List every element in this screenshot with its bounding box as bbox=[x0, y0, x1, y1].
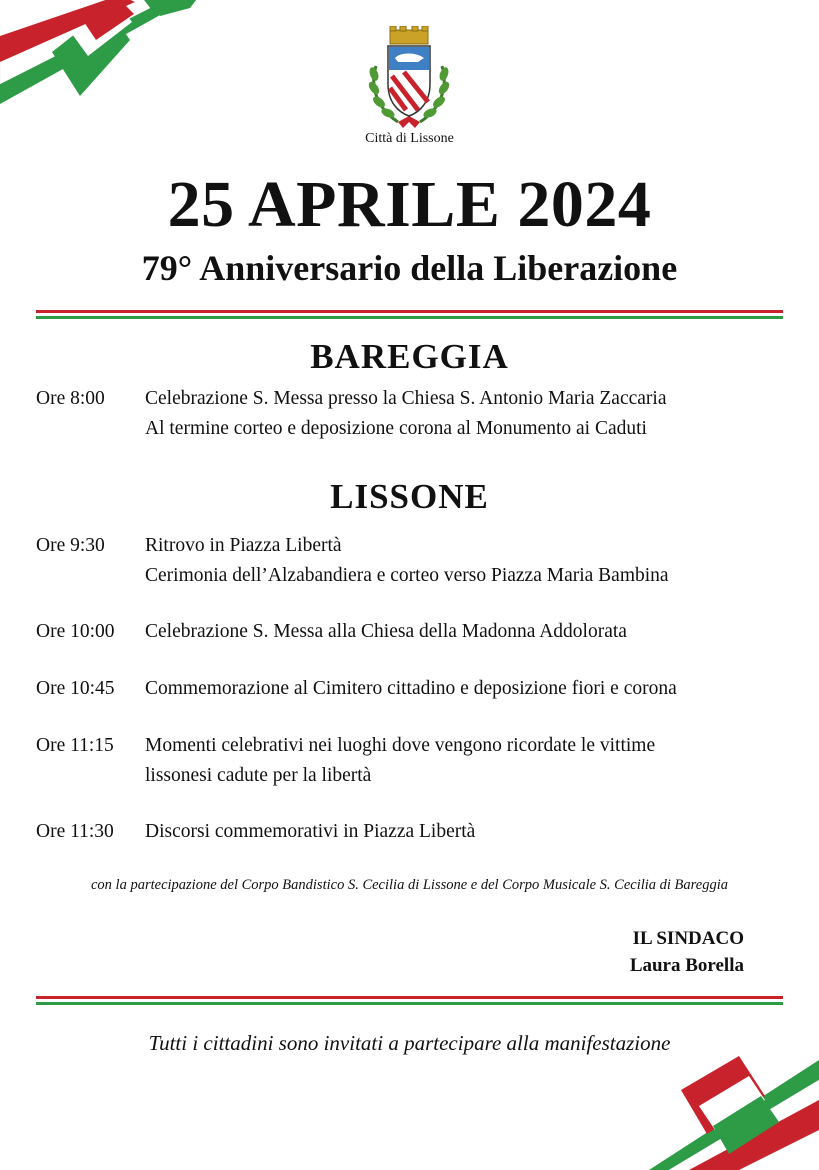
event-line: Celebrazione S. Messa alla Chiesa della Madonna Addolorata bbox=[145, 621, 627, 642]
page-title: 25 APRILE 2024 bbox=[167, 168, 652, 241]
page-subtitle: 79° Anniversario della Liberazione bbox=[141, 248, 678, 288]
signature-role: IL SINDACO bbox=[632, 928, 744, 949]
city-crest-icon bbox=[368, 26, 450, 130]
participation-note: con la partecipazione del Corpo Bandistico S. Cecilia di Lissone e del Corpo Musicale S. Cecilia di Bareggia bbox=[91, 877, 728, 893]
event-line: Al termine corteo e deposizione corona al Monumento ai Caduti bbox=[145, 418, 647, 439]
event-time: Ore 11:30 bbox=[36, 821, 114, 842]
event-description bbox=[145, 731, 795, 791]
event-description bbox=[145, 817, 795, 847]
event-line: Ritrovo in Piazza Libertà bbox=[145, 535, 342, 556]
section-title-bareggia: BAREGGIA bbox=[310, 337, 509, 376]
event-line: lissonesi cadute per la libertà bbox=[145, 765, 372, 786]
event-description bbox=[145, 674, 795, 704]
event-description bbox=[145, 617, 795, 647]
event-description bbox=[145, 384, 795, 444]
city-name: Città di Lissone bbox=[365, 131, 454, 146]
event-time: Ore 8:00 bbox=[36, 388, 105, 409]
event-line: Celebrazione S. Messa presso la Chiesa S. Antonio Maria Zaccaria bbox=[145, 388, 667, 409]
event-time: Ore 10:45 bbox=[36, 678, 115, 699]
section-title-lissone: LISSONE bbox=[330, 477, 489, 516]
event-time: Ore 9:30 bbox=[36, 535, 105, 556]
signature-name: Laura Borella bbox=[629, 955, 744, 976]
signature-block bbox=[630, 925, 744, 979]
tricolor-divider-top bbox=[36, 310, 783, 319]
event-description bbox=[145, 531, 795, 591]
event-time: Ore 11:15 bbox=[36, 735, 114, 756]
flag-ribbon-top-left-icon bbox=[0, 0, 210, 130]
event-line: Commemorazione al Cimitero cittadino e deposizione fiori e corona bbox=[145, 678, 677, 699]
event-line: Discorsi commemorativi in Piazza Libertà bbox=[145, 821, 476, 842]
closing-invitation: Tutti i cittadini sono invitati a partecipare alla manifestazione bbox=[148, 1031, 671, 1055]
tricolor-divider-bottom bbox=[36, 996, 783, 1005]
event-time: Ore 10:00 bbox=[36, 621, 115, 642]
event-line: Momenti celebrativi nei luoghi dove vengono ricordate le vittime bbox=[145, 735, 656, 756]
event-line: Cerimonia dell’Alzabandiera e corteo verso Piazza Maria Bambina bbox=[145, 565, 669, 586]
